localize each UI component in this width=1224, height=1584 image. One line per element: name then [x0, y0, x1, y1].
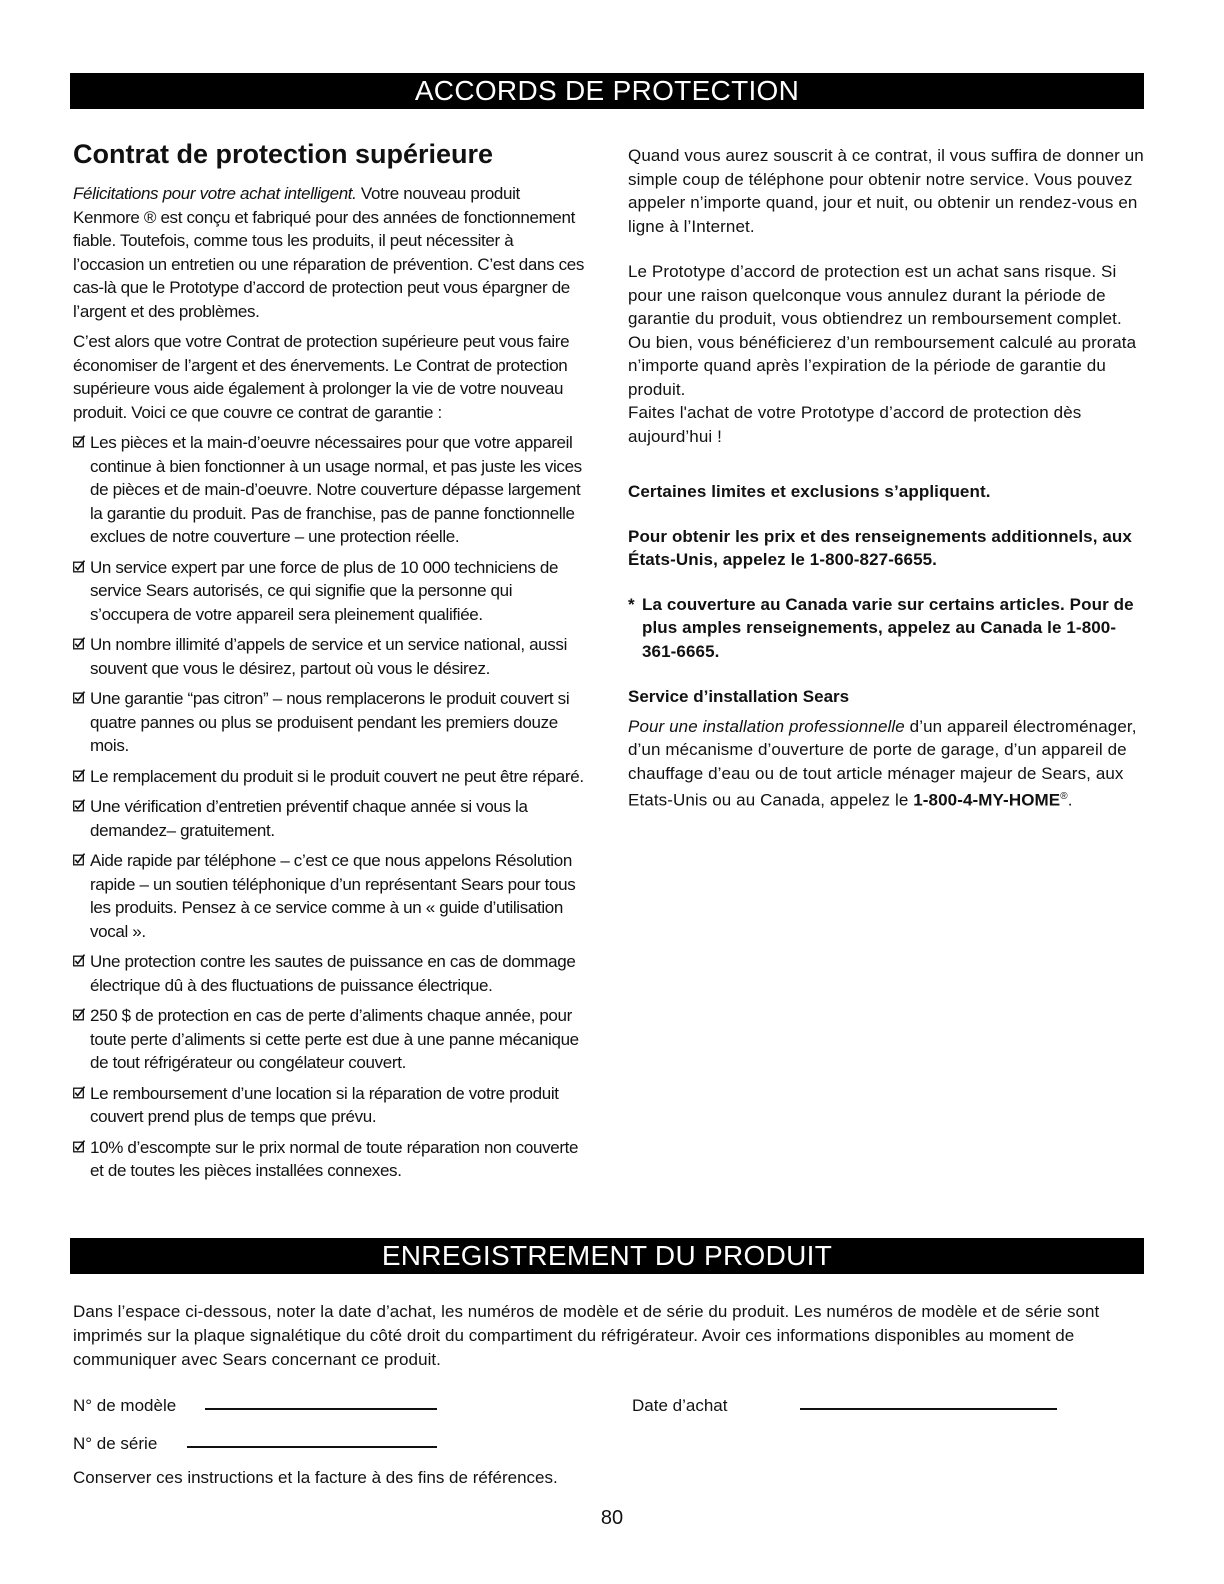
install-italic: Pour une installation professionnelle: [628, 716, 905, 736]
risk-free-paragraph: Le Prototype d’accord de protection est un achat sans risque. Si pour une raison quelconque vous annulez durant la période de garantie du produit, vous obtiendrez un remboursement complet. Ou bien, vous bénéficierez d’un remboursement calculé au prorata n’importe quand après l’expiration de la période de garantie du produit.: [628, 262, 1137, 399]
registered-mark: ®: [1060, 791, 1068, 802]
coverage-item-text: 250 $ de protection en cas de perte d’aliments chaque année, pour toute perte d’aliments si cette perte est due à une panne mécanique de tout réfrigérateur ou congélateur couvert.: [90, 1006, 579, 1072]
coverage-item: [73, 765, 588, 789]
coverage-item: [73, 1136, 588, 1183]
checkbox-checked-icon: [73, 799, 85, 812]
checkbox-checked-icon: [73, 691, 85, 704]
right-column: [628, 144, 1148, 812]
intro-paragraph: [73, 182, 588, 323]
model-label: N° de modèle: [73, 1396, 177, 1415]
coverage-item-text: Les pièces et la main-d’oeuvre nécessaires pour que votre appareil continue à bien fonctionner à un usage normal, et pas juste les vices de pièces et de main-d’oeuvre. Notre couverture dépasse largement la garantie du produit. Pas de franchise, pas de panne fonctionnelle exclues de notre couverture – une protection réelle.: [90, 433, 582, 546]
coverage-item: [73, 849, 588, 943]
coverage-item: [73, 687, 588, 758]
checkbox-checked-icon: [73, 853, 85, 866]
checkbox-checked-icon: [73, 1008, 85, 1021]
serial-label: N° de série: [73, 1434, 158, 1453]
coverage-item: [73, 556, 588, 627]
contract-title: Contrat de protection supérieure: [73, 139, 494, 169]
checkbox-checked-icon: [73, 560, 85, 573]
purchase-paragraph: Faites l'achat de votre Prototype d’accord de protection dès aujourd’hui !: [628, 403, 1082, 446]
coverage-item-text: Le remboursement d’une location si la réparation de votre produit couvert prend plus de temps que prévu.: [90, 1083, 559, 1126]
coverage-intro-paragraph: C’est alors que votre Contrat de protection supérieure peut vous faire économiser de l’argent et des énervements. Le Contrat de protection supérieure vous aide également à prolonger la vie de votre nouveau produit. Voici ce que couvre ce contrat de garantie :: [73, 332, 570, 422]
service-paragraph: Quand vous aurez souscrit à ce contrat, il vous suffira de donner un simple coup de téléphone pour obtenir notre service. Vous pouvez appeler n’importe quand, jour et nuit, ou obtenir un rendez-vous en ligne à l’Internet.: [628, 146, 1144, 236]
model-number-field[interactable]: [205, 1408, 437, 1410]
coverage-item-text: 10% d’escompte sur le prix normal de toute réparation non couverte et de toutes les pièces installées connexes.: [90, 1137, 579, 1180]
checkbox-checked-icon: [73, 1140, 85, 1153]
install-title: Service d’installation Sears: [628, 687, 850, 706]
left-column: [73, 138, 588, 1190]
coverage-item-text: Aide rapide par téléphone – c’est ce que nous appelons Résolution rapide – un soutien téléphonique d’un représentant Sears pour tous les produits. Pensez à ce service comme à un « guide d’utilisation vocal ».: [90, 851, 576, 941]
coverage-item: [73, 1082, 588, 1129]
limits-notice: Certaines limites et exclusions s’appliquent.: [628, 482, 991, 501]
canada-info: La couverture au Canada varie sur certains articles. Pour de plus amples renseignements, appelez au Canada le 1-800-361-6665.: [642, 594, 1134, 661]
coverage-item: [73, 431, 588, 549]
registration-section: [73, 1300, 1148, 1372]
asterisk: *: [628, 594, 635, 614]
canada-info-block: [628, 593, 1148, 664]
checkbox-checked-icon: [73, 435, 85, 448]
intro-rest: Votre nouveau produit Kenmore ® est conçu et fabriqué pour des années de fonctionnement fiable. Toutefois, comme tous les produits, il peut nécessiter à l’occasion un entretien ou une réparation de prévention. C’est dans ces cas-là que le Prototype d’accord de protection peut vous épargner de l’argent et des problèmes.: [73, 184, 584, 321]
checkbox-checked-icon: [73, 769, 85, 782]
purchase-date-label: Date d’achat: [632, 1396, 728, 1415]
coverage-item: [73, 950, 588, 997]
install-phone: 1-800-4-MY-HOME: [913, 790, 1061, 810]
serial-number-field[interactable]: [187, 1446, 437, 1448]
keep-instructions-note: Conserver ces instructions et la facture à des fins de références.: [73, 1468, 558, 1487]
coverage-item-text: Une vérification d’entretien préventif chaque année si vous la demandez– gratuitement.: [90, 797, 528, 840]
checkbox-checked-icon: [73, 1086, 85, 1099]
install-rest: d’un appareil électroménager, d’un mécanisme d’ouverture de porte de garage, d’un appareil de chauffage d’eau ou de tout article ménager majeur de Sears, aux Etats-Unis ou au Canada, appelez le: [628, 716, 1137, 810]
protection-banner: ACCORDS DE PROTECTION: [70, 73, 1144, 109]
registration-intro: Dans l’espace ci-dessous, noter la date d’achat, les numéros de modèle et de série du produit. Les numéros de modèle et de série sont imprimés sur la plaque signalétique du côté droit du compartiment du réfrigérateur. Avoir ces informations disponibles au moment de communiquer avec Sears concernant ce produit.: [73, 1302, 1100, 1369]
coverage-item-text: Le remplacement du produit si le produit couvert ne peut être réparé.: [90, 766, 584, 786]
page-number: 80: [600, 1507, 624, 1529]
coverage-item-text: Un service expert par une force de plus de 10 000 techniciens de service Sears autorisés, ce qui signifie que la personne qui s’occupera de votre appareil sera pleinement qualifiée.: [90, 557, 559, 624]
coverage-item-text: Un nombre illimité d’appels de service et un service national, aussi souvent que vous le désirez, partout où vous le désirez.: [90, 635, 568, 678]
install-end: .: [1067, 790, 1073, 810]
coverage-item: [73, 795, 588, 842]
purchase-date-field[interactable]: [800, 1408, 1057, 1410]
coverage-item: [73, 633, 588, 680]
coverage-list: [73, 431, 588, 1183]
coverage-item-text: Une garantie “pas citron” – nous remplacerons le produit couvert si quatre pannes ou plus se produisent pendant les premiers douze mois.: [90, 689, 570, 755]
registration-banner: ENREGISTREMENT DU PRODUIT: [70, 1238, 1144, 1274]
coverage-item: [73, 1004, 588, 1075]
coverage-item-text: Une protection contre les sautes de puissance en cas de dommage électrique dû à des fluctuations de puissance électrique.: [90, 952, 576, 995]
install-paragraph: [628, 715, 1148, 813]
checkbox-checked-icon: [73, 637, 85, 650]
intro-italic: Félicitations pour votre achat intelligent.: [73, 184, 357, 203]
us-info: Pour obtenir les prix et des renseignements additionnels, aux États-Unis, appelez le 1-800-827-6655.: [628, 526, 1132, 569]
checkbox-checked-icon: [73, 954, 85, 967]
